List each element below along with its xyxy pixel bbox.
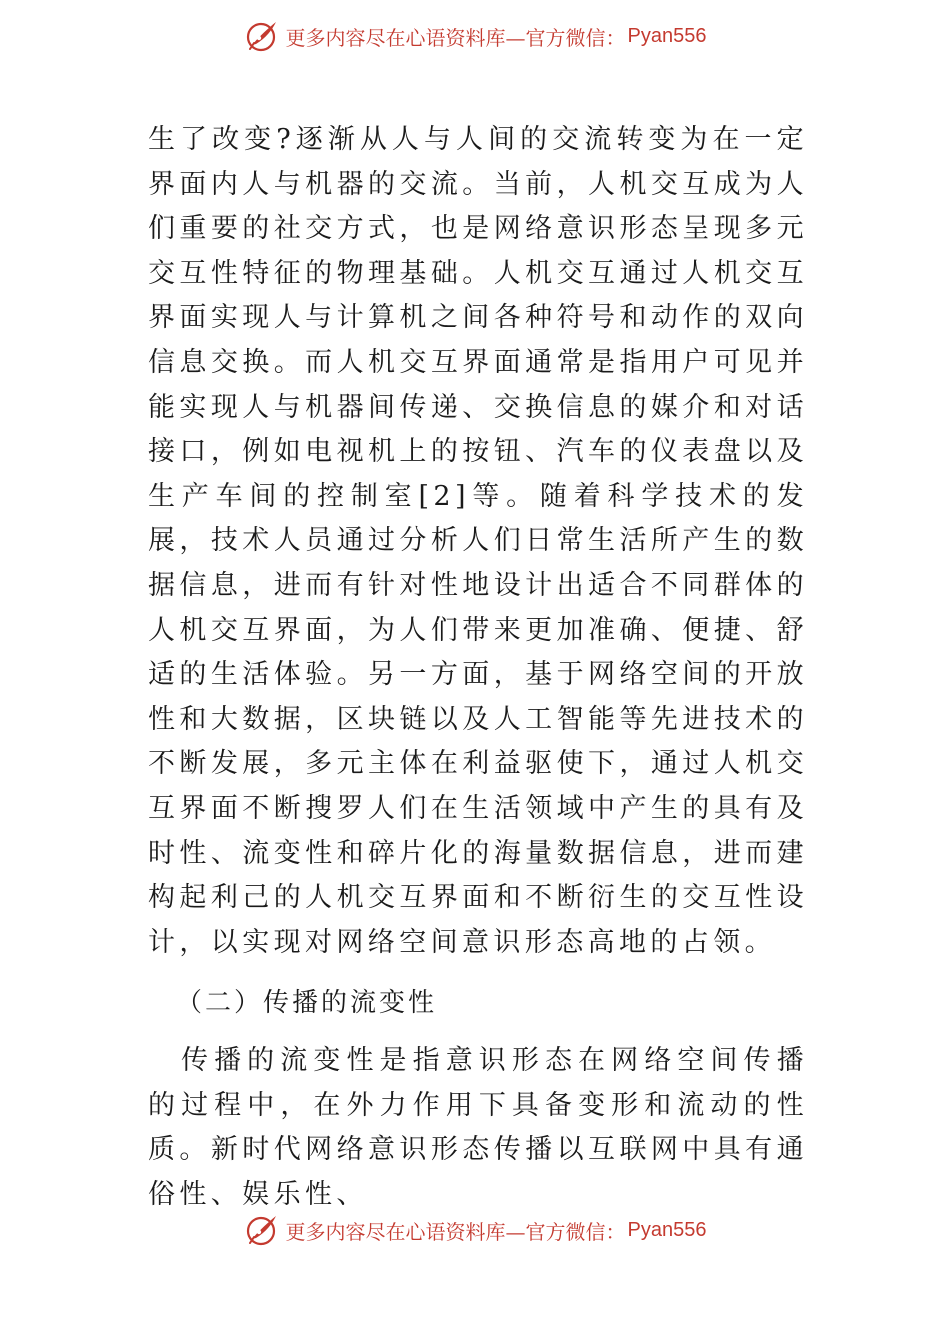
wechat-id: Pyan556 xyxy=(627,24,707,47)
site-slogan: 更多内容尽在心语资料库—官方微信： xyxy=(285,25,626,50)
paragraph-section-intro: 传播的流变性是指意识形态在网络空间传播的过程中，在外力作用下具备变形和流动的性质。新时代网络意识形态传播以互联网中具有通俗性、娱乐性、 xyxy=(148,1045,808,1211)
quill-pen-circle-icon xyxy=(244,18,280,54)
paragraph-continuation: 生了改变?逐渐从人与人间的交流转变为在一定界面内人与机器的交流。当前，人机交互成为人们重要的社交方式，也是网络意识形态呈现多元交互性特征的物理基础。人机交互通过人机交互界面实现人与计算机之间各种符号和动作的双向信息交换。而人机交互界面通常是指用户可见并能实现人与机器间传递、交换信息的媒介和对话接口，例如电视机上的按钮、汽车的仪表盘以及生产车间的控制室[2]等。随着科学技术的发展，技术人员通过分析人们日常生活所产生的数据信息，进而有针对性地设计出适合不同群体的人机交互界面，为人们带来更加准确、便捷、舒适的生活体验。另一方面，基于网络空间的开放性和大数据，区块链以及人工智能等先进技术的不断发展，多元主体在利益驱使下，通过人机交互界面不断搜罗人们在生活领域中产生的具有及时性、流变性和碎片化的海量数据信息，进而建构起利己的人机交互界面和不断衍生的交互性设计，以实现对网络空间意识形态高地的占领。 xyxy=(148,124,808,958)
footer-banner xyxy=(0,1208,950,1252)
section-heading: （二）传播的流变性 xyxy=(176,988,438,1019)
header-banner xyxy=(0,14,950,58)
document-body xyxy=(148,118,808,1218)
site-slogan: 更多内容尽在心语资料库—官方微信： xyxy=(285,1219,626,1244)
wechat-id: Pyan556 xyxy=(627,1218,707,1241)
quill-pen-circle-icon xyxy=(244,1212,280,1248)
